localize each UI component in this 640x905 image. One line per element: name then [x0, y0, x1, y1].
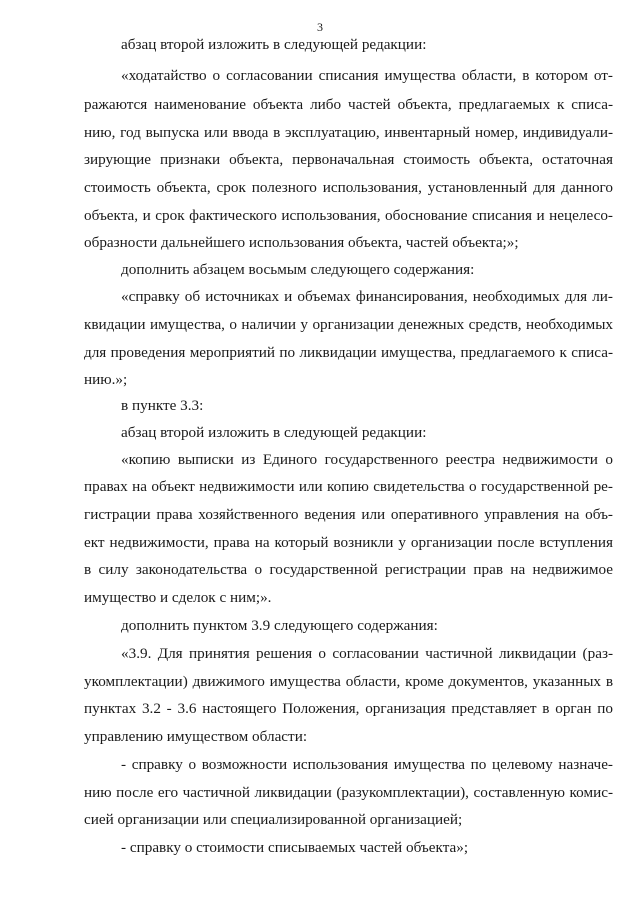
text-line: образности дальнейшего использования объекта, частей объекта;»; — [84, 234, 519, 251]
text-line: абзац второй изложить в следующей редакции: — [121, 36, 427, 53]
text-line: зирующие признаки объекта, первоначальная стоимость объекта, остаточная — [84, 151, 613, 168]
text-line: нию после его частичной ликвидации (разукомплектации), составленную комис- — [84, 784, 613, 801]
text-line: управлению имуществом области: — [84, 728, 308, 745]
text-line: квидации имущества, о наличии у организации денежных средств, необходимых — [84, 316, 613, 333]
page-number: 3 — [317, 20, 323, 34]
text-line: «ходатайство о согласовании списания имущества области, в котором от- — [121, 67, 613, 84]
text-line: нию.»; — [84, 371, 128, 388]
text-line: для проведения мероприятий по ликвидации имущества, предлагаемого к списа- — [84, 344, 613, 361]
text-line: абзац второй изложить в следующей редакции: — [121, 424, 427, 441]
text-line: дополнить пунктом 3.9 следующего содержания: — [121, 617, 438, 634]
text-line: гистрации права хозяйственного ведения или оперативного управления на объ- — [84, 506, 613, 523]
text-line: правах на объект недвижимости или копию свидетельства о государственной ре- — [84, 478, 613, 495]
text-line: нию, год выпуска или ввода в эксплуатацию, инвентарный номер, индивидуали- — [84, 124, 613, 141]
text-line: дополнить абзацем восьмым следующего содержания: — [121, 261, 475, 278]
text-line: ражаются наименование объекта либо частей объекта, предлагаемых к списа- — [84, 96, 613, 113]
text-line: в силу законодательства о государственной регистрации прав на недвижимое — [84, 561, 613, 578]
text-line: укомплектации) движимого имущества области, кроме документов, указанных в — [84, 673, 613, 690]
text-line: сией организации или специализированной организацией; — [84, 811, 463, 828]
text-line: «справку об источниках и объемах финансирования, необходимых для ли- — [121, 288, 613, 305]
text-line: - справку о стоимости списываемых частей объекта»; — [121, 839, 469, 856]
text-line: ект недвижимости, права на который возникли у организации после вступления — [84, 534, 613, 551]
text-line: в пункте 3.3: — [121, 397, 204, 414]
text-line: объекта, и срок фактического использования, обоснование списания и нецелесо- — [84, 207, 613, 224]
text-line: - справку о возможности использования имущества по целевому назначе- — [121, 756, 613, 773]
text-line: стоимость объекта, срок полезного использования, установленный для данного — [84, 179, 613, 196]
text-line: пунктах 3.2 - 3.6 настоящего Положения, организация представляет в орган по — [84, 700, 613, 717]
text-line: «3.9. Для принятия решения о согласовании частичной ликвидации (раз- — [121, 645, 613, 662]
text-line: «копию выписки из Единого государственного реестра недвижимости о — [121, 451, 613, 468]
text-line: имущество и сделок с ним;». — [84, 589, 272, 606]
